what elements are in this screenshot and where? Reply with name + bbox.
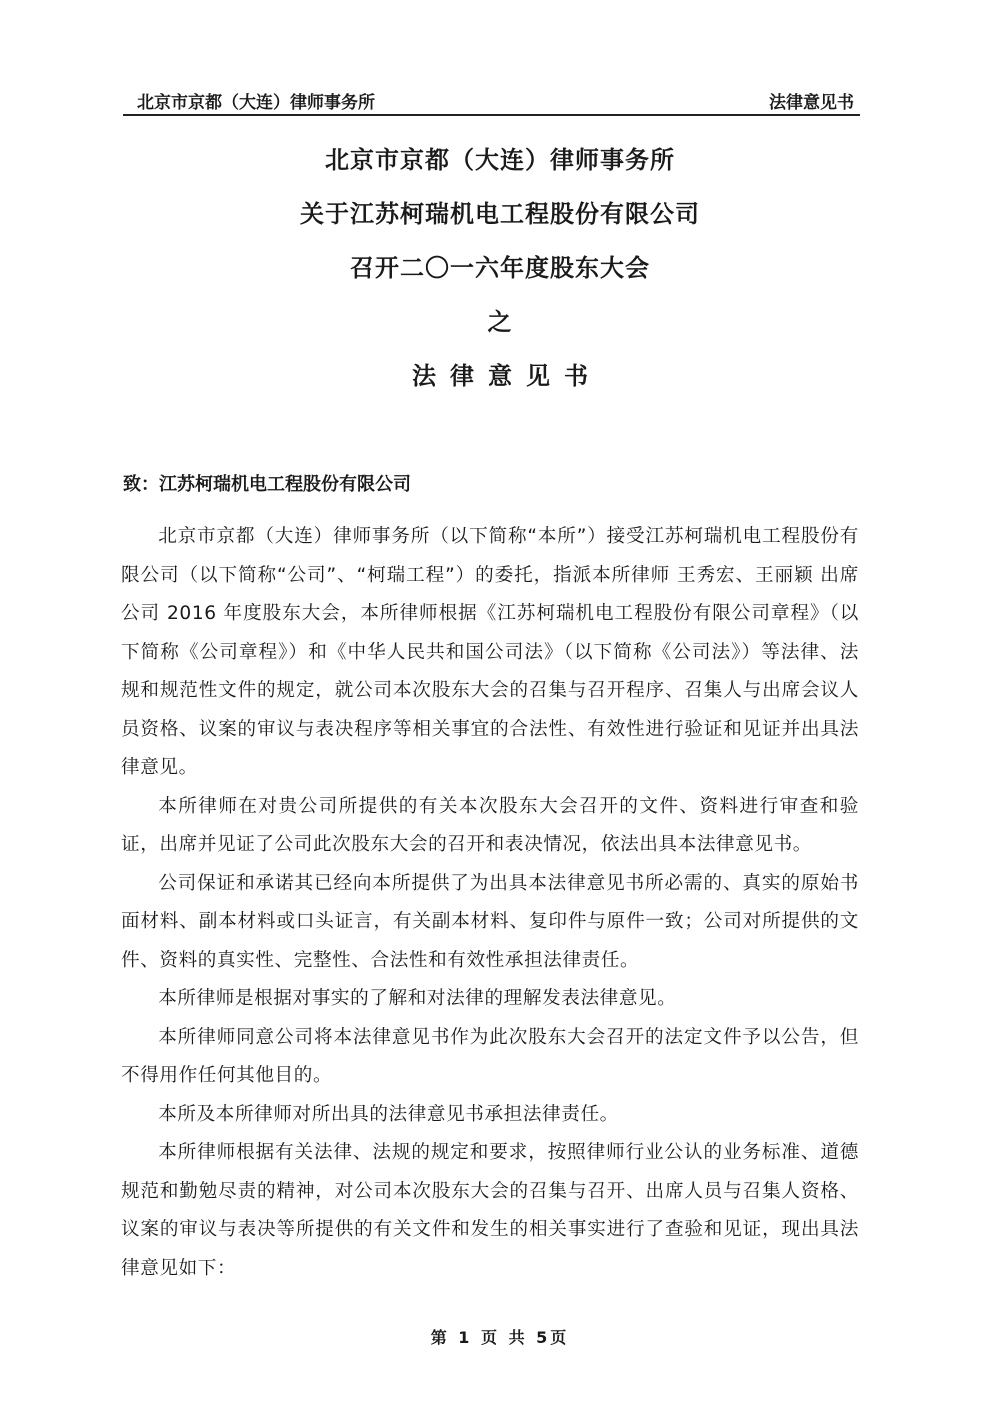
page-header	[123, 86, 860, 116]
document-body	[121, 518, 859, 1288]
title-line-3: 召开二〇一六年度股东大会	[350, 254, 650, 282]
paragraph: 本所律师是根据对事实的了解和对法律的理解发表法律意见。	[158, 988, 677, 1009]
title-line-5: 法律意见书	[412, 362, 602, 390]
document-title	[0, 140, 1000, 410]
title-line-4: 之	[487, 308, 513, 336]
header-document-type: 法律意见书	[769, 93, 854, 113]
page-number: 第 1 页 共 5页	[430, 1328, 570, 1347]
paragraph: 北京市京都（大连）律师事务所（以下简称“本所”）接受江苏柯瑞机电工程股份有限公司（以下简称“公司”、“柯瑞工程”）的委托，指派本所律师 王秀宏、王丽颖 出席公司 2016 年度股东大会，本所律师根据《江苏柯瑞机电工程股份有限公司章程》（以下简称《公司章程》）和《中华人民共和国公司法》（以下简称《公司法》）等法律、法规和规范性文件的规定，就公司本次股东大会的召集与召开程序、召集人与出席会议人员资格、议案的审议与表决程序等相关事宜的合法性、有效性进行验证和见证并出具法律意见。	[121, 526, 859, 778]
header-firm-name: 北京市京都（大连）律师事务所	[137, 93, 375, 113]
paragraph: 本所律师在对贵公司所提供的有关本次股东大会召开的文件、资料进行审查和验证，出席并见证了公司此次股东大会的召开和表决情况，依法出具本法律意见书。	[121, 795, 859, 855]
paragraph: 公司保证和承诺其已经向本所提供了为出具本法律意见书所必需的、真实的原始书面材料、副本材料或口头证言，有关副本材料、复印件与原件一致；公司对所提供的文件、资料的真实性、完整性、合法性和有效性承担法律责任。	[121, 872, 859, 971]
paragraph: 本所及本所律师对所出具的法律意见书承担法律责任。	[158, 1103, 619, 1125]
title-line-1: 北京市京都（大连）律师事务所	[325, 146, 675, 174]
title-line-2: 关于江苏柯瑞机电工程股份有限公司	[300, 200, 700, 228]
paragraph: 本所律师同意公司将本法律意见书作为此次股东大会召开的法定文件予以公告，但不得用作任何其他目的。	[121, 1026, 859, 1086]
paragraph: 本所律师根据有关法律、法规的规定和要求，按照律师行业公认的业务标准、道德规范和勤勉尽责的精神，对公司本次股东大会的召集与召开、出席人员与召集人资格、议案的审议与表决等所提供的有关文件和发生的相关事实进行了查验和见证，现出具法律意见如下：	[121, 1142, 859, 1279]
recipient-line: 致：江苏柯瑞机电工程股份有限公司	[123, 474, 411, 495]
